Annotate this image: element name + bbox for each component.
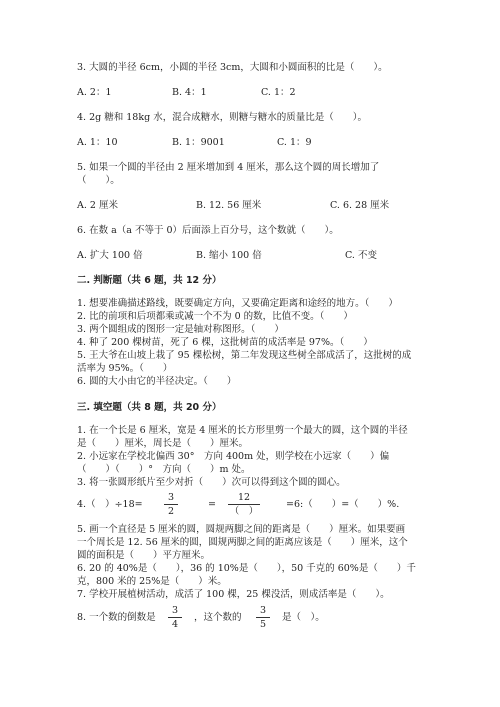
q3-text: 3. 大圆的半径 6cm，小圆的半径 3cm，大圆和小圆面积的比是（ ）。 (77, 62, 388, 73)
s3-q4-prefix: 4.（ ）÷18= (77, 499, 143, 510)
s3-line-2: 是（ ）厘米，周长是（ ）厘米。 (77, 438, 249, 449)
s3-line-8: 圆的面积是（ ）平方厘米。 (77, 550, 211, 561)
q5-option-a: A. 2 厘米 (77, 200, 118, 211)
s2-line-7: 6. 圆的大小由它的半径决定。（ ） (77, 376, 237, 387)
fraction-denominator: 2 (167, 506, 175, 517)
s3-q8-suffix: 是（ ）。 (282, 612, 325, 623)
s2-line-4: 4. 种了 200 棵树苗，死了 6 棵，这批树苗的成活率是 97%。（ ） (77, 337, 373, 348)
q5-option-b: B. 12. 56 厘米 (196, 200, 262, 211)
s3-line-7: 一个周长是 12. 56 厘米的圆，圆规两脚之间的距离应该是（ ）厘米，这个 (77, 537, 408, 548)
s3-line-9: 6. 20 的 40%是（ ），36 的 10%是（ ），50 千克的 60%是（ ）千 (77, 563, 416, 574)
q3-option-c: C. 1：2 (261, 87, 296, 98)
s3-q8-prefix: 8. 一个数的倒数是 (77, 612, 156, 623)
q5-option-c: C. 6. 28 厘米 (330, 200, 390, 211)
s3-line-6: 5. 画一个直径是 5 厘米的圆，圆规两脚之间的距离是（ ）厘米。如果要画 (77, 524, 406, 535)
s2-line-6: 活率为 95%。（ ） (77, 363, 173, 374)
q3-option-a: A. 2：1 (77, 87, 112, 98)
s3-q4-fraction-2 (228, 492, 260, 517)
s3-q8-mid: ，这个数的 (194, 612, 242, 623)
s2-line-2: 2. 比的前项和后项都乘或减一个不为 0 的数，比值不变。（ ） (77, 311, 353, 322)
s3-line-3: 2. 小远家在学校北偏西 30° 方向 400m 处，则学校在小远家（ ）偏 (77, 451, 390, 462)
fraction-numerator: 3 (171, 605, 179, 616)
s3-line-10: 克，800 米的 25%是（ ）米。 (77, 576, 227, 587)
q4-text: 4. 2g 糖和 18kg 水，混合成糖水，则糖与糖水的质量比是（ ）。 (77, 112, 367, 123)
s2-line-1: 1. 想要准确描述路线，既要确定方向，又要确定距离和途经的地方。（ ） (77, 298, 398, 309)
fraction-numerator: 3 (259, 605, 267, 616)
s3-q4-fraction-1 (164, 492, 178, 517)
fraction-denominator: 5 (259, 619, 267, 630)
q6-option-a: A. 扩大 100 倍 (77, 250, 143, 261)
q5-line2: （ ）。 (77, 175, 120, 186)
q3-option-b: B. 4：1 (172, 87, 207, 98)
s3-q8-fraction-1 (168, 605, 182, 630)
s2-line-3: 3. 两个圆组成的图形一定是轴对称图形。（ ） (77, 324, 284, 335)
s2-line-5: 5. 王大爷在山坡上栽了 95 棵松树，第二年发现这些树全部成活了，这批树的成 (77, 350, 412, 361)
s3-q4-suffix: =6:（ ）=（ ）%. (286, 499, 400, 510)
q5-line1: 5. 如果一个圆的半径由 2 厘米增加到 4 厘米，那么这个圆的周长增加了 (77, 162, 380, 173)
fraction-numerator: 3 (167, 492, 175, 503)
q6-text: 6. 在数 a（a 不等于 0）后面添上百分号，这个数就（ ）。 (77, 225, 339, 236)
section2-title: 二. 判断题（共 6 题，共 12 分） (77, 275, 222, 286)
s3-line-4: （ ）（ ）° 方向（ ）m 处。 (77, 464, 251, 475)
q4-option-c: C. 1：9 (277, 137, 312, 148)
fraction-numerator: 12 (237, 492, 251, 503)
fraction-denominator: 4 (171, 619, 179, 630)
q6-option-c: C. 不变 (345, 250, 377, 261)
q6-option-b: B. 缩小 100 倍 (196, 250, 262, 261)
s3-q4-equals: = (208, 499, 216, 510)
fraction-denominator: （ ） (229, 506, 259, 517)
q4-option-a: A. 1：10 (77, 137, 118, 148)
s3-line-11: 7. 学校开展植树活动，成活了 100 棵，25 棵没活，则成活率是（ ）。 (77, 589, 390, 600)
s3-line-5: 3. 将一张圆形纸片至少对折（ ）次可以得到这个圆的圆心。 (77, 477, 346, 488)
s3-line-1: 1. 在一个长是 6 厘米，宽是 4 厘米的长方形里剪一个最大的圆，这个圆的半径 (77, 425, 408, 436)
q4-option-b: B. 1：9001 (172, 137, 225, 148)
s3-q8-fraction-2 (256, 605, 270, 630)
section3-title: 三. 填空题（共 8 题，共 20 分） (77, 402, 222, 413)
